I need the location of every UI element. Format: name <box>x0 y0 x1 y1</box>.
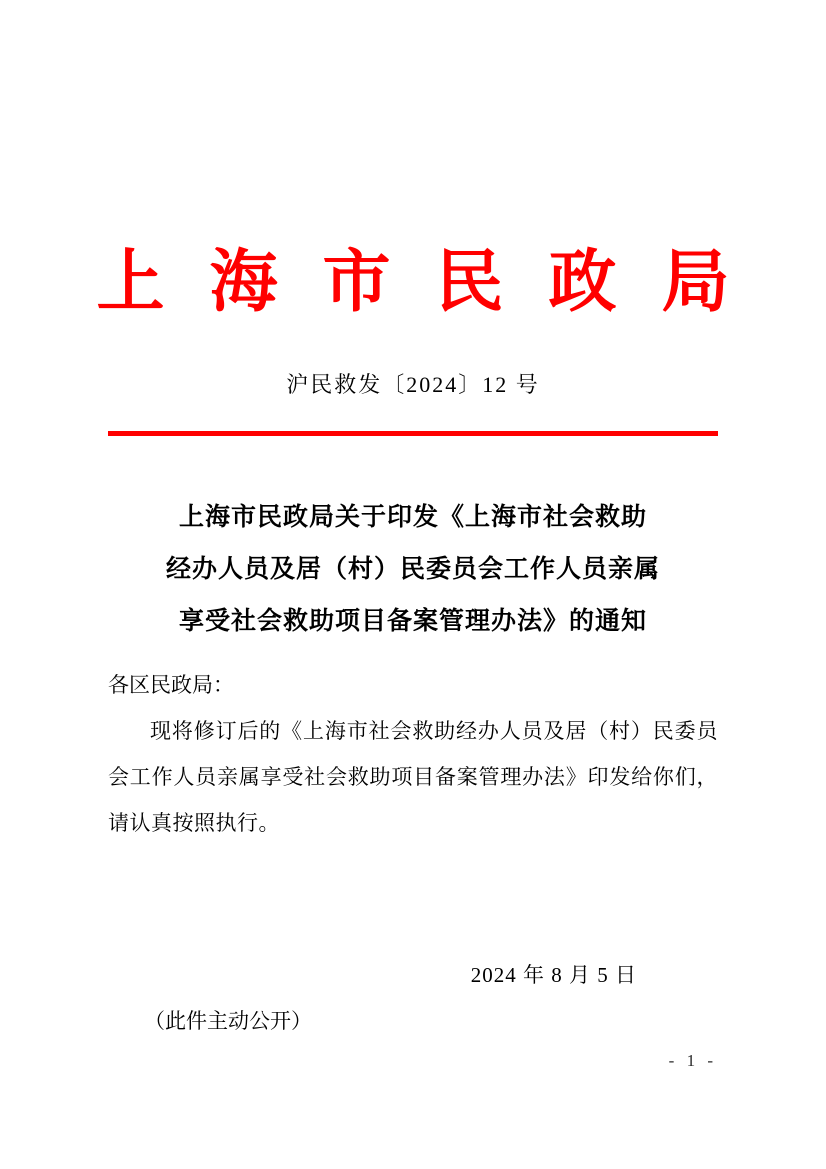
red-divider-line <box>108 431 718 436</box>
issue-date: 2024 年 8 月 5 日 <box>470 963 637 987</box>
notice-title-line: 上海市民政局关于印发《上海市社会救助 <box>178 504 647 531</box>
document-number: 沪民救发〔2024〕12 号 <box>286 372 540 397</box>
salutation: 各区民政局： <box>108 673 234 697</box>
notice-title-line: 经办人员及居（村）民委员会工作人员亲属 <box>165 556 660 583</box>
notice-title <box>60 492 766 648</box>
body-block <box>108 662 718 846</box>
body-paragraph: 现将修订后的《上海市社会救助经办人员及居（村）民委员会工作人员亲属享受社会救助项目备案管理办法》印发给你们，请认真按照执行。 <box>108 719 718 835</box>
page-number: - 1 - <box>668 1051 717 1070</box>
notice-title-line: 享受社会救助项目备案管理办法》的通知 <box>178 608 647 635</box>
agency-letterhead: 上 海 市 民 政 局 <box>96 244 744 320</box>
disclosure-note: （此件主动公开） <box>144 1009 312 1033</box>
